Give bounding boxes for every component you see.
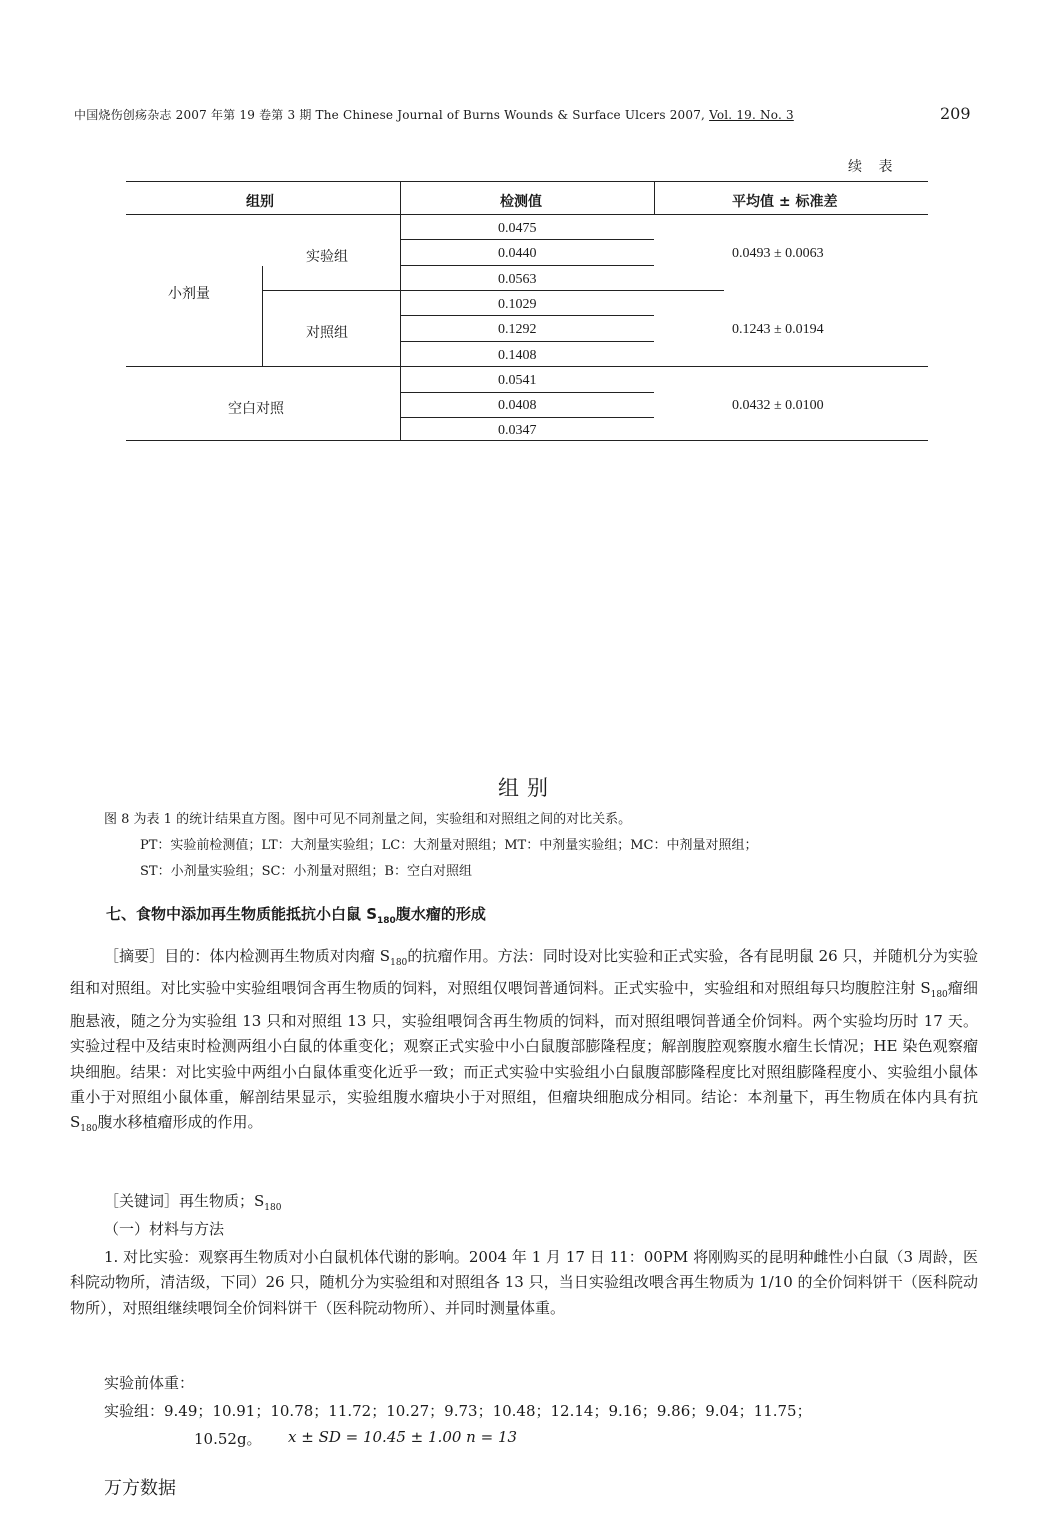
row-rule xyxy=(400,315,654,316)
value-cell: 0.0440 xyxy=(498,246,537,261)
value-cell: 0.0347 xyxy=(498,423,537,438)
mean-cell: 0.0432 ± 0.0100 xyxy=(732,398,824,413)
mean-cell: 0.0493 ± 0.0063 xyxy=(732,246,824,261)
column-rule xyxy=(262,266,263,366)
value-cell: 0.0563 xyxy=(498,272,537,287)
table-top-rule xyxy=(126,181,928,182)
figure-axis-label: 组别 xyxy=(498,776,556,800)
section-heading: 七、食物中添加再生物质能抵抗小白鼠 $S_{180}$腹水瘤的形成 xyxy=(106,905,486,926)
table-continued-label: 续 表 xyxy=(848,159,899,175)
running-header xyxy=(74,106,794,123)
figure-caption: 图 8 为表 1 的统计结果直方图。图中可见不同剂量之间，实验组和对照组之间的对比关系。 xyxy=(104,812,632,827)
subheading: （一）材料与方法 xyxy=(104,1220,225,1238)
page-number: 209 xyxy=(940,104,971,123)
value-cell: 0.1408 xyxy=(498,348,537,363)
row-rule xyxy=(126,366,928,367)
row-rule xyxy=(400,265,654,266)
experimental-weights-last: 10.52g。 xyxy=(194,1430,262,1448)
group-experimental: 实验组 xyxy=(306,249,348,265)
row-rule xyxy=(262,290,724,291)
watermark-footer: 万方数据 xyxy=(104,1478,176,1499)
group-control: 对照组 xyxy=(306,325,348,341)
value-cell: 0.1029 xyxy=(498,297,537,312)
header-value: 检测值 xyxy=(500,194,542,210)
value-cell: 0.0475 xyxy=(498,221,537,236)
group-low-dose: 小剂量 xyxy=(168,286,210,302)
figure-legend-line: ST：小剂量实验组；SC：小剂量对照组；B：空白对照组 xyxy=(140,864,472,879)
column-rule xyxy=(654,181,655,214)
method-paragraph: 1. 对比实验：观察再生物质对小白鼠机体代谢的影响。2004 年 1 月 17 日 11：00PM 将刚购买的昆明种雌性小白鼠（3 周龄，医科院动物所，清洁级，下同）26 只，随机分为实验组和对照组各 13 只，当日实验组改喂含再生物质为 1/10 的全价饲料饼干（医科院动物所），对照组继续喂饲全价饲料饼干（医科院动物所）、并同时测量体重。 xyxy=(70,1248,978,1317)
table-bottom-rule xyxy=(126,440,928,441)
group-blank: 空白对照 xyxy=(228,401,284,417)
volume-issue: Vol. 19. No. 3 xyxy=(709,108,794,122)
experimental-weights: 实验组：9.49；10.91；10.78；11.72；10.27；9.73；10.48；12.14；9.16；9.86；9.04；11.75； xyxy=(104,1402,812,1420)
table-header-rule xyxy=(126,214,928,215)
row-rule xyxy=(400,341,654,342)
keywords-line: ［关键词］再生物质；$S_{180}$ xyxy=(104,1192,282,1213)
column-rule xyxy=(400,181,401,440)
pre-weight-label: 实验前体重： xyxy=(104,1374,195,1392)
mean-cell: 0.1243 ± 0.0194 xyxy=(732,322,824,337)
journal-citation: 中国烧伤创疡杂志 2007 年第 19 卷第 3 期 The Chinese Journal of Burns Wounds & Surface Ulcers 2007, xyxy=(74,108,706,122)
abstract-paragraph: ［摘要］目的：体内检测再生物质对肉瘤 $S_{180}$的抗瘤作用。方法：同时设对比实验和正式实验，各有昆明鼠 26 只，并随机分为实验组和对照组。对比实验中实验组喂饲含再生物质的饲料，对照组仅喂饲普通饲料。正式实验中，实验组和对照组每只均腹腔注射 $S_{180}$瘤细胞悬液，随之分为实验组 13 只和对照组 13 只，实验组喂饲含再生物质的饲料，而对照组喂饲普通全价饲料。两个实验均历时 17 天。实验过程中及结束时检测两组小白鼠的体重变化；观察正式实验中小白鼠腹部膨隆程度；解剖腹腔观察腹水瘤生长情况；HE 染色观察瘤块细胞。结果：对比实验中两组小白鼠体重变化近乎一致；而正式实验中实验组小白鼠腹部膨隆程度比对照组膨隆程度小、实验组小鼠体重小于对照组小鼠体重，解剖结果显示，实验组腹水瘤块小于对照组，但瘤块细胞成分相同。结论：本剂量下，再生物质在体内具有抗 $S_{180}$腹水移植瘤形成的作用。 xyxy=(70,947,978,1135)
value-cell: 0.1292 xyxy=(498,322,537,337)
header-mean: 平均值 ± 标准差 xyxy=(732,194,838,210)
value-cell: 0.0541 xyxy=(498,373,537,388)
statistics-summary: x ± SD = 10.45 ± 1.00 n = 13 xyxy=(288,1428,518,1446)
figure-legend-line: PT：实验前检测值；LT：大剂量实验组；LC：大剂量对照组；MT：中剂量实验组；MC：中剂量对照组； xyxy=(140,838,758,853)
row-rule xyxy=(400,392,654,393)
row-rule xyxy=(400,239,654,240)
value-cell: 0.0408 xyxy=(498,398,537,413)
header-group: 组别 xyxy=(246,194,274,210)
row-rule xyxy=(400,417,654,418)
